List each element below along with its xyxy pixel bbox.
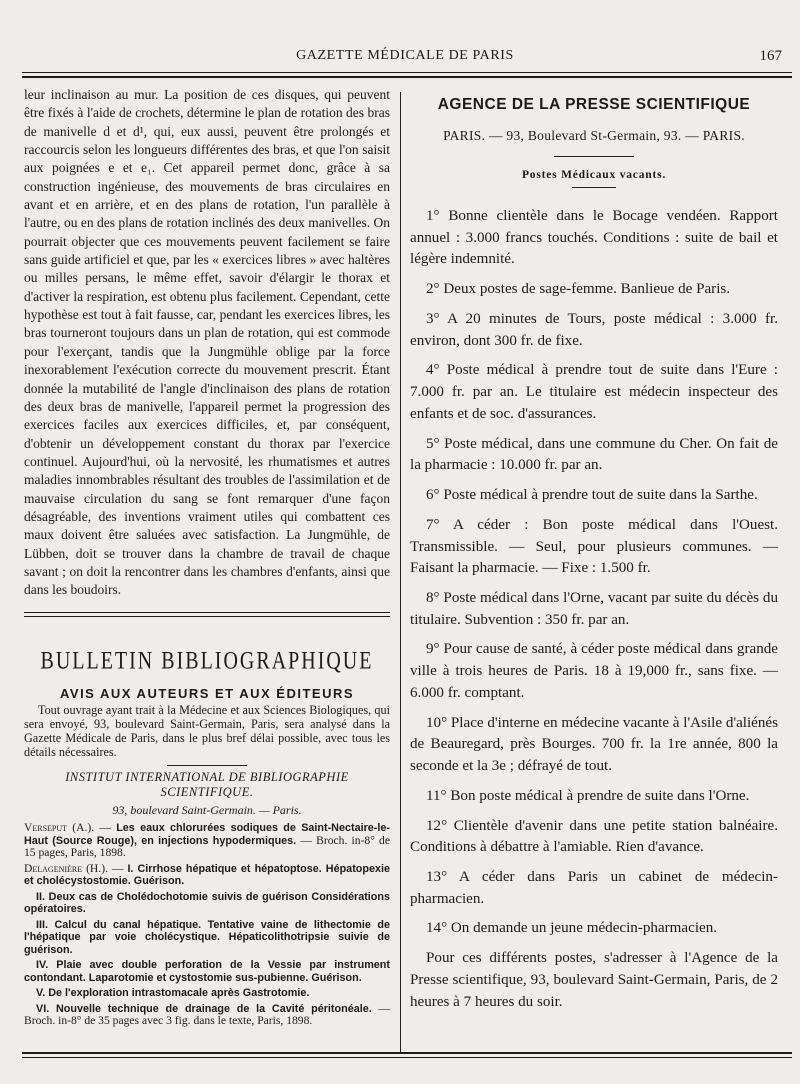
- page-header: [20, 40, 790, 74]
- bulletin-title: BULLETIN BIBLIOGRAPHIQUE: [40, 646, 374, 675]
- institut-title: [24, 770, 390, 800]
- section-rule: [24, 616, 390, 617]
- bib-note: — Broch. in-8° de 35 pages avec 3 fig. dans le texte, Paris, 1898.: [24, 1001, 390, 1028]
- poste-item: 3° A 20 minutes de Tours, poste médical : 3.000 fr. environ, dont 300 fr. de fixe.: [410, 310, 778, 349]
- poste-item: 12° Clientèle d'avenir dans une petite station balnéaire. Conditions à débattre à l'amiable. Rien d'avance.: [410, 817, 778, 856]
- right-column: [410, 96, 778, 1021]
- bib-author: Delagenière (H.). —: [24, 861, 124, 875]
- bib-entry: [24, 919, 390, 958]
- journal-title: GAZETTE MÉDICALE DE PARIS: [296, 48, 514, 63]
- bib-entry: [24, 987, 390, 1000]
- bib-title: VI. Nouvelle technique de drainage de la Cavité péritonéale.: [36, 1002, 372, 1015]
- bib-entry: [24, 959, 390, 985]
- avis-text: Tout ouvrage ayant trait à la Médecine et aux Sciences Biologiques, qui sera envoyé, 93, boulevard Saint-Germain, Paris, sera analysé dans la Gazette Médicale de Paris, dans le plus bref délai possible, avec tous les détails nécessaires.: [24, 702, 390, 759]
- bib-title: V. De l'exploration intrastomacale après Gastrotomie.: [36, 987, 310, 1000]
- column-divider: [400, 92, 401, 1052]
- agence-address: PARIS. — 93, Boulevard St-Germain, 93. — PARIS.: [443, 128, 745, 143]
- bib-entry: [24, 891, 390, 917]
- postes-title: Postes Médicaux vacants.: [521, 169, 667, 181]
- bib-note: — Broch. in-8° de 15 pages, Paris, 1898.: [24, 833, 390, 860]
- short-rule: [572, 187, 616, 188]
- poste-item: 13° A céder dans Paris un cabinet de médecin-pharmacien.: [410, 869, 778, 907]
- page-number: 167: [759, 48, 782, 64]
- institut-line-1: INSTITUT INTERNATIONAL DE BIBLIOGRAPHIE: [65, 769, 349, 784]
- bib-title: I. Cirrhose hépatique et hépatoptose. Hépatopexie et cholécystostomie. Guérison.: [24, 862, 390, 888]
- bib-title: Les eaux chlorurées sodiques de Saint-Nectaire-le-Haut (Source Rouge), en injections hypodermiques.: [24, 821, 390, 847]
- poste-item: 7° A céder : Bon poste médical dans l'Ouest. Transmissible. — Seul, pour plusieurs communes. — Faisant la pharmacie. — Fixe : 1.500 fr.: [410, 516, 778, 577]
- institut-address-text: 93, boulevard Saint-Germain. — Paris.: [112, 802, 302, 817]
- bib-entry: [24, 822, 390, 861]
- section-rule: [24, 612, 390, 613]
- footer-rule-bottom: [22, 1057, 792, 1058]
- postes-list: [410, 206, 778, 1013]
- bibliography-list: [24, 822, 390, 1029]
- institut-address: [24, 802, 390, 818]
- poste-item: 2° Deux postes de sage-femme. Banlieue de Paris.: [426, 281, 731, 298]
- poste-item: 1° Bonne clientèle dans le Bocage vendéen. Rapport annuel : 3.000 francs touchés. Conditions : suite de bail et légère indemnité.: [410, 208, 778, 268]
- closing-paragraph: Pour ces différents postes, s'adresser à l'Agence de la Presse scientifique, 93, boulevard Saint-Germain, Paris, de 2 heures à 7 heures du soir.: [410, 950, 778, 1010]
- poste-item: 5° Poste médical, dans une commune du Cher. On fait de la pharmacie : 10.000 fr. par an.: [410, 435, 778, 474]
- short-rule: [167, 765, 247, 766]
- bib-title: IV. Plaie avec double perforation de la Vessie par instrument contondant. Laparotomie et cystostomie sus-pubienne. Guérison.: [24, 959, 390, 985]
- left-column: [24, 86, 390, 1031]
- poste-item: 10° Place d'interne en médecine vacante à l'Asile d'aliénés de Beauregard, près Bourges. 700 fr. la 1re année, 800 la seconde et la 3e ; défrayé de tout.: [410, 714, 778, 774]
- poste-item: 4° Poste médical à prendre tout de suite dans l'Eure : 7.000 fr. par an. Le titulaire est médecin inspecteur des enfants et de soc. d'assurances.: [410, 362, 778, 422]
- bib-entry: [24, 863, 390, 889]
- poste-item: 6° Poste médical à prendre tout de suite dans la Sarthe.: [426, 487, 758, 504]
- bib-title: III. Calcul du canal hépatique. Tentative vaine de lithectomie de l'hépatique par voie cholécystique. Hépaticolithotripsie suivie de guérison.: [24, 918, 390, 957]
- poste-item: 8° Poste médical dans l'Orne, vacant par suite du décès du titulaire. Subvention : 350 fr. par an.: [410, 589, 778, 628]
- article-continuation: leur inclinaison au mur. La position de ces disques, qui peuvent être fixés à l'aide de crochets, détermine le plan de rotation des bras de manivelle d et d¹, qui, eux aussi, peuvent être prolongés et raccourcis selon les longueurs différentes des bras, et que l'on saisit aux poignées e et e₁. Cet appareil permet donc, grâce à sa construction ingénieuse, des mouvements de bras circulaires en avant et en arrière, et en des plans de rotation, l'un parallèle à l'autre, ou en des plans de rotation inclinés des deux manivelles. On pourrait objecter que ces mouvements peuvent facilement se faire sans guide artificiel et que, par les « exercices libres » avec haltères ou milles persans, le même effet, savoir d'élargir le thorax et d'activer la respiration, est obtenu plus facilement. Cependant, cette hypothèse est tout à fait fausse, car, pendant les exercices libres, les bras tourneront toujours dans un plan de rotation, qui est commode pour l'exerçant, tandis que la Jungmühle oblige par la force inexorablement l'exécution correcte du mouvement prescrit. Étant donnée la mutabilité de l'angle d'inclinaison des plans de rotation des deux bras de manivelle, l'appareil permet la progression des exercices faciles aux exercices difficiles, et, par conséquent, d'obtenir un développement constant du thorax par l'exercice continuel. Aujourd'hui, où la nervosité, les rhumatismes et autres maladies innombrables résultant des troubles de l'assimilation et de mauvaise circulation du sang se font remarquer d'une façon désagréable, des inventions vraiment utiles qui combattent ces maux doivent être saluées avec satisfaction. La Jungmühle, de Lübben, doit se trouver dans la chambre de travail de chaque savant ; on doit la rencontrer dans les chambres d'enfants, ainsi que dans les boudoirs.: [24, 87, 390, 598]
- header-rule-top: [22, 72, 792, 73]
- bib-author: Verseput (A.). —: [24, 820, 111, 834]
- short-rule: [554, 156, 634, 157]
- agence-title: AGENCE DE LA PRESSE SCIENTIFIQUE: [437, 96, 751, 113]
- avis-title: AVIS AUX AUTEURS ET AUX ÉDITEURS: [59, 685, 355, 701]
- poste-item: 14° On demande un jeune médecin-pharmacien.: [426, 920, 718, 937]
- bib-entry: [24, 1003, 390, 1029]
- bib-title: II. Deux cas de Cholédochotomie suivis de guérison Considérations opératoires.: [24, 890, 390, 916]
- header-rule-bottom: [22, 76, 792, 78]
- poste-item: 11° Bon poste médical à prendre de suite dans l'Orne.: [426, 787, 750, 804]
- poste-item: 9° Pour cause de santé, à céder poste médical dans grande ville à trois heures de Paris. 18 à 19,000 fr., sans fixe. — 6.000 fr. comptant.: [410, 641, 778, 701]
- footer-rule-top: [22, 1052, 792, 1054]
- institut-line-2: SCIENTIFIQUE.: [160, 784, 254, 799]
